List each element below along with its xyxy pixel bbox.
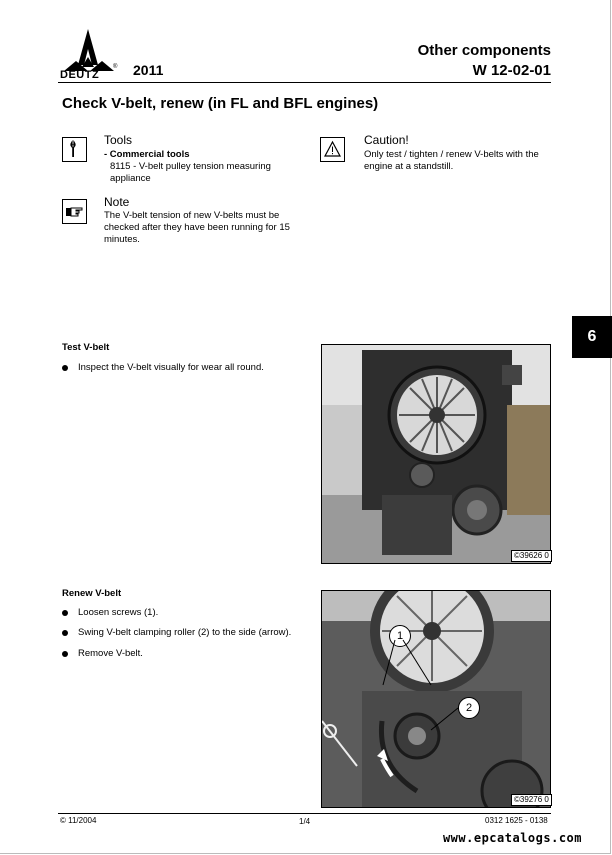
watermark: www.epcatalogs.com	[442, 831, 582, 845]
copyright-icon: ©	[514, 795, 520, 804]
brand-name: DEUTZ	[60, 69, 100, 81]
warning-triangle-icon	[320, 137, 345, 162]
footer-page: 1/4	[299, 817, 311, 826]
note-text: The V-belt tension of new V-belts must be checked after they have been running for 15 minutes.	[104, 210, 290, 245]
callout-2: 2	[458, 697, 480, 719]
bullet-icon	[62, 651, 68, 657]
engine-photo-test	[321, 344, 551, 564]
bullet-icon	[62, 365, 68, 371]
figure-number-test: ©39626 0	[511, 550, 552, 562]
figure-number-renew: ©39276 0	[511, 794, 552, 806]
pointing-hand-icon	[62, 199, 87, 224]
bullet-icon	[62, 630, 68, 636]
wrench-icon	[62, 137, 87, 162]
section-title: Other components	[417, 42, 551, 59]
tools-heading: Tools	[104, 133, 133, 147]
engine-series: 2011	[133, 62, 164, 78]
header-rule	[58, 82, 551, 83]
renew-vbelt-heading: Renew V-belt	[62, 588, 122, 599]
caution-text: Only test / tighten / renew V-belts with the engine at a standstill.	[364, 149, 539, 172]
copyright-icon: ©	[514, 551, 520, 560]
test-vbelt-heading: Test V-belt	[62, 342, 110, 353]
renew-step-2: Swing V-belt clamping roller (2) to the side (arrow).	[62, 627, 312, 638]
callout-1: 1	[389, 625, 411, 647]
tools-item: 8115 - V-belt pulley tension measuring appliance	[110, 161, 271, 184]
test-step	[62, 362, 302, 373]
tools-subheading: - Commercial tools	[104, 149, 190, 160]
page-title: Check V-belt, renew (in FL and BFL engines)	[62, 95, 379, 112]
renew-step-1: Loosen screws (1).	[62, 607, 312, 618]
bullet-icon	[62, 610, 68, 616]
renew-step-3: Remove V-belt.	[62, 648, 312, 659]
test-step-text: Inspect the V-belt visually for wear all round.	[78, 362, 264, 373]
footer-rule	[58, 813, 551, 814]
caution-heading: Caution!	[364, 133, 409, 147]
callout-leaders	[321, 590, 551, 808]
chapter-tab: 6	[572, 316, 612, 358]
note-heading: Note	[104, 195, 130, 209]
section-code: W 12-02-01	[472, 62, 551, 79]
footer-date: © 11/2004	[60, 816, 97, 825]
footer-doc-number: 0312 1625 - 0138	[485, 816, 548, 825]
registered-mark: ®	[113, 64, 118, 70]
